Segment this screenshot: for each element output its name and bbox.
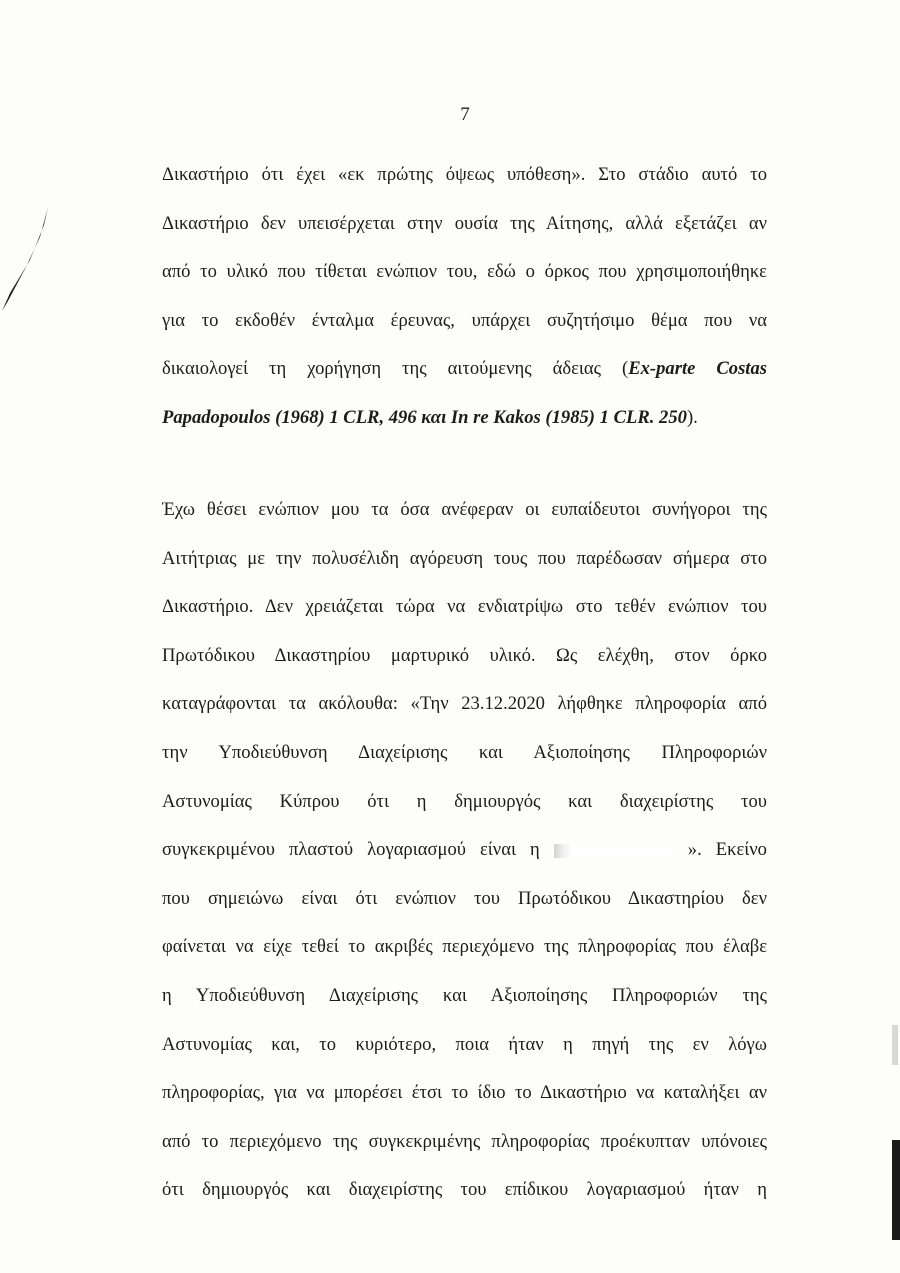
page-number: 7	[460, 104, 470, 125]
paragraph-line: Δικαστήριο. Δεν χρειάζεται τώρα να ενδιατρίψω στο τεθέν ενώπιον του	[162, 596, 767, 618]
case-citation: Papadopoulos (1968) 1 CLR, 496 και In re Kakos (1985) 1 CLR. 250	[162, 406, 687, 428]
paragraph-1	[162, 151, 767, 443]
paragraph-text: συγκεκριμένου πλαστού λογαριασμού είναι η	[162, 839, 540, 861]
scan-artifact-mark	[0, 205, 50, 315]
paragraph-text: δικαιολογεί τη χορήγηση της αιτούμενης άδειας (	[162, 358, 629, 380]
paragraph-line: για το εκδοθέν ένταλμα έρευνας, υπάρχει συζητήσιμο θέμα που να	[162, 309, 767, 331]
case-citation: Ex-parte Costas	[628, 358, 767, 380]
paragraph-line: Αιτήτριας με την πολυσέλιδη αγόρευση τους που παρέδωσαν σήμερα στο	[162, 547, 767, 569]
paragraph-line: φαίνεται να είχε τεθεί το ακριβές περιεχόμενο της πληροφορίας που έλαβε	[162, 936, 767, 958]
paragraph-line: που σημειώνω είναι ότι ενώπιον του Πρωτόδικου Δικαστηρίου δεν	[162, 887, 767, 909]
scan-artifact-edge-dark	[892, 1140, 900, 1240]
paragraph-line: Δικαστήριο δεν υπεισέρχεται στην ουσία της Αίτησης, αλλά εξετάζει αν	[162, 212, 767, 234]
paragraph-line: Δικαστήριο ότι έχει «εκ πρώτης όψεως υπόθεση». Στο στάδιο αυτό το	[162, 164, 767, 185]
paragraph-line	[162, 394, 767, 443]
paragraph-line	[162, 345, 767, 394]
paragraph-line: από το περιεχόμενο της συγκεκριμένης πληροφορίας προέκυπταν υπόνοιες	[162, 1130, 767, 1152]
paragraph-line: καταγράφονται τα ακόλουθα: «Την 23.12.2020 λήφθηκε πληροφορία από	[162, 693, 767, 715]
paragraph-text: ).	[686, 406, 698, 428]
paragraph-line: πληροφορίας, για να μπορέσει έτσι το ίδιο το Δικαστήριο να καταλήξει αν	[162, 1082, 767, 1104]
paragraph-line: την Υποδιεύθυνση Διαχείρισης και Αξιοποίησης Πληροφοριών	[162, 741, 767, 763]
paragraph-line: η Υποδιεύθυνση Διαχείρισης και Αξιοποίησης Πληροφοριών της	[162, 984, 767, 1006]
paragraph-2	[162, 486, 767, 1215]
paragraph-text: ». Εκείνο	[687, 839, 767, 861]
paragraph-line: ότι δημιουργός και διαχειρίστης του επίδικου λογαριασμού ήταν η	[162, 1179, 767, 1201]
paragraph-line: Αστυνομίας Κύπρου ότι η δημιουργός και διαχειρίστης του	[162, 790, 767, 812]
paragraph-line	[162, 826, 767, 875]
scan-artifact-edge-light	[892, 1025, 898, 1065]
paragraph-line: Έχω θέσει ενώπιον μου τα όσα ανέφεραν οι ευπαίδευτοι συνήγοροι της	[162, 499, 767, 520]
paragraph-line: Πρωτόδικου Δικαστηρίου μαρτυρικό υλικό. Ως ελέχθη, στον όρκο	[162, 644, 767, 666]
paragraph-line: από το υλικό που τίθεται ενώπιον του, εδώ ο όρκος που χρησιμοποιήθηκε	[162, 261, 767, 283]
redacted-name	[554, 844, 674, 858]
paragraph-line: Αστυνομίας και, το κυριότερο, ποια ήταν η πηγή της εν λόγω	[162, 1033, 767, 1055]
